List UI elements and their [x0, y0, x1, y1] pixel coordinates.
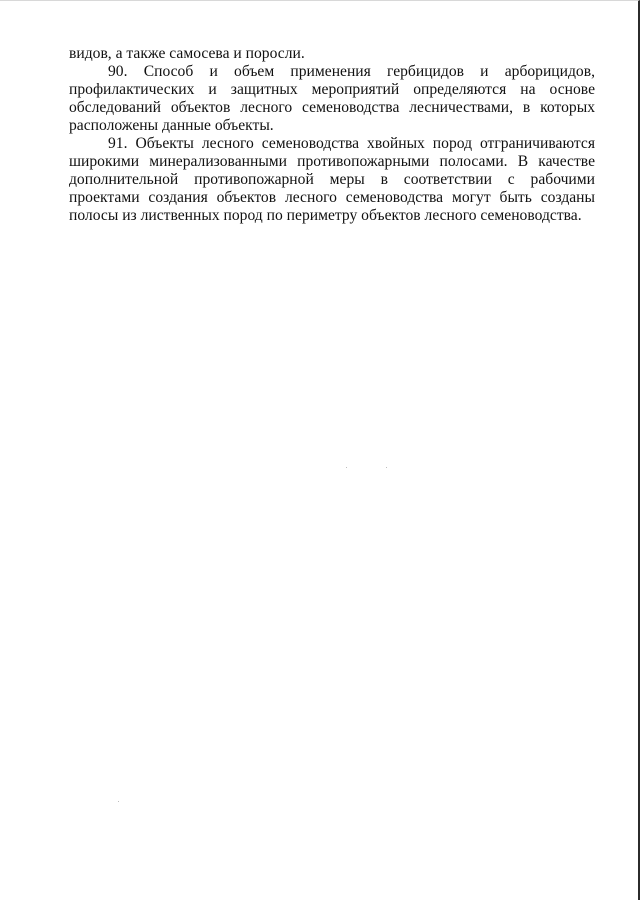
paragraph-90 [69, 63, 595, 135]
paragraph-text: Объекты лесного семеноводства хвойных пород отграничиваются широкими минерализованными противопожарными полосами. В качестве дополнительной противопожарной меры в соответствии с рабочими проектами создания объектов лесного семеноводства могут быть созданы полосы из лиственных пород по периметру объектов лесного семеноводства. [69, 135, 595, 224]
paragraph-continuation [69, 45, 595, 63]
paragraph-number: 91. [108, 135, 128, 152]
document-body [69, 45, 595, 225]
paragraph-text: Способ и объем применения гербицидов и арборицидов, профилактических и защитных мероприятий определяются на основе обследований объектов лесного семеноводства лесничествами, в которых расположены данные объекты. [69, 63, 595, 134]
scan-speck [346, 467, 347, 468]
paragraph-text: видов, а также самосева и поросли. [69, 45, 305, 62]
paragraph-91 [69, 135, 595, 225]
scan-speck [386, 467, 387, 468]
paragraph-number: 90. [108, 63, 128, 80]
scan-speck [118, 801, 119, 802]
